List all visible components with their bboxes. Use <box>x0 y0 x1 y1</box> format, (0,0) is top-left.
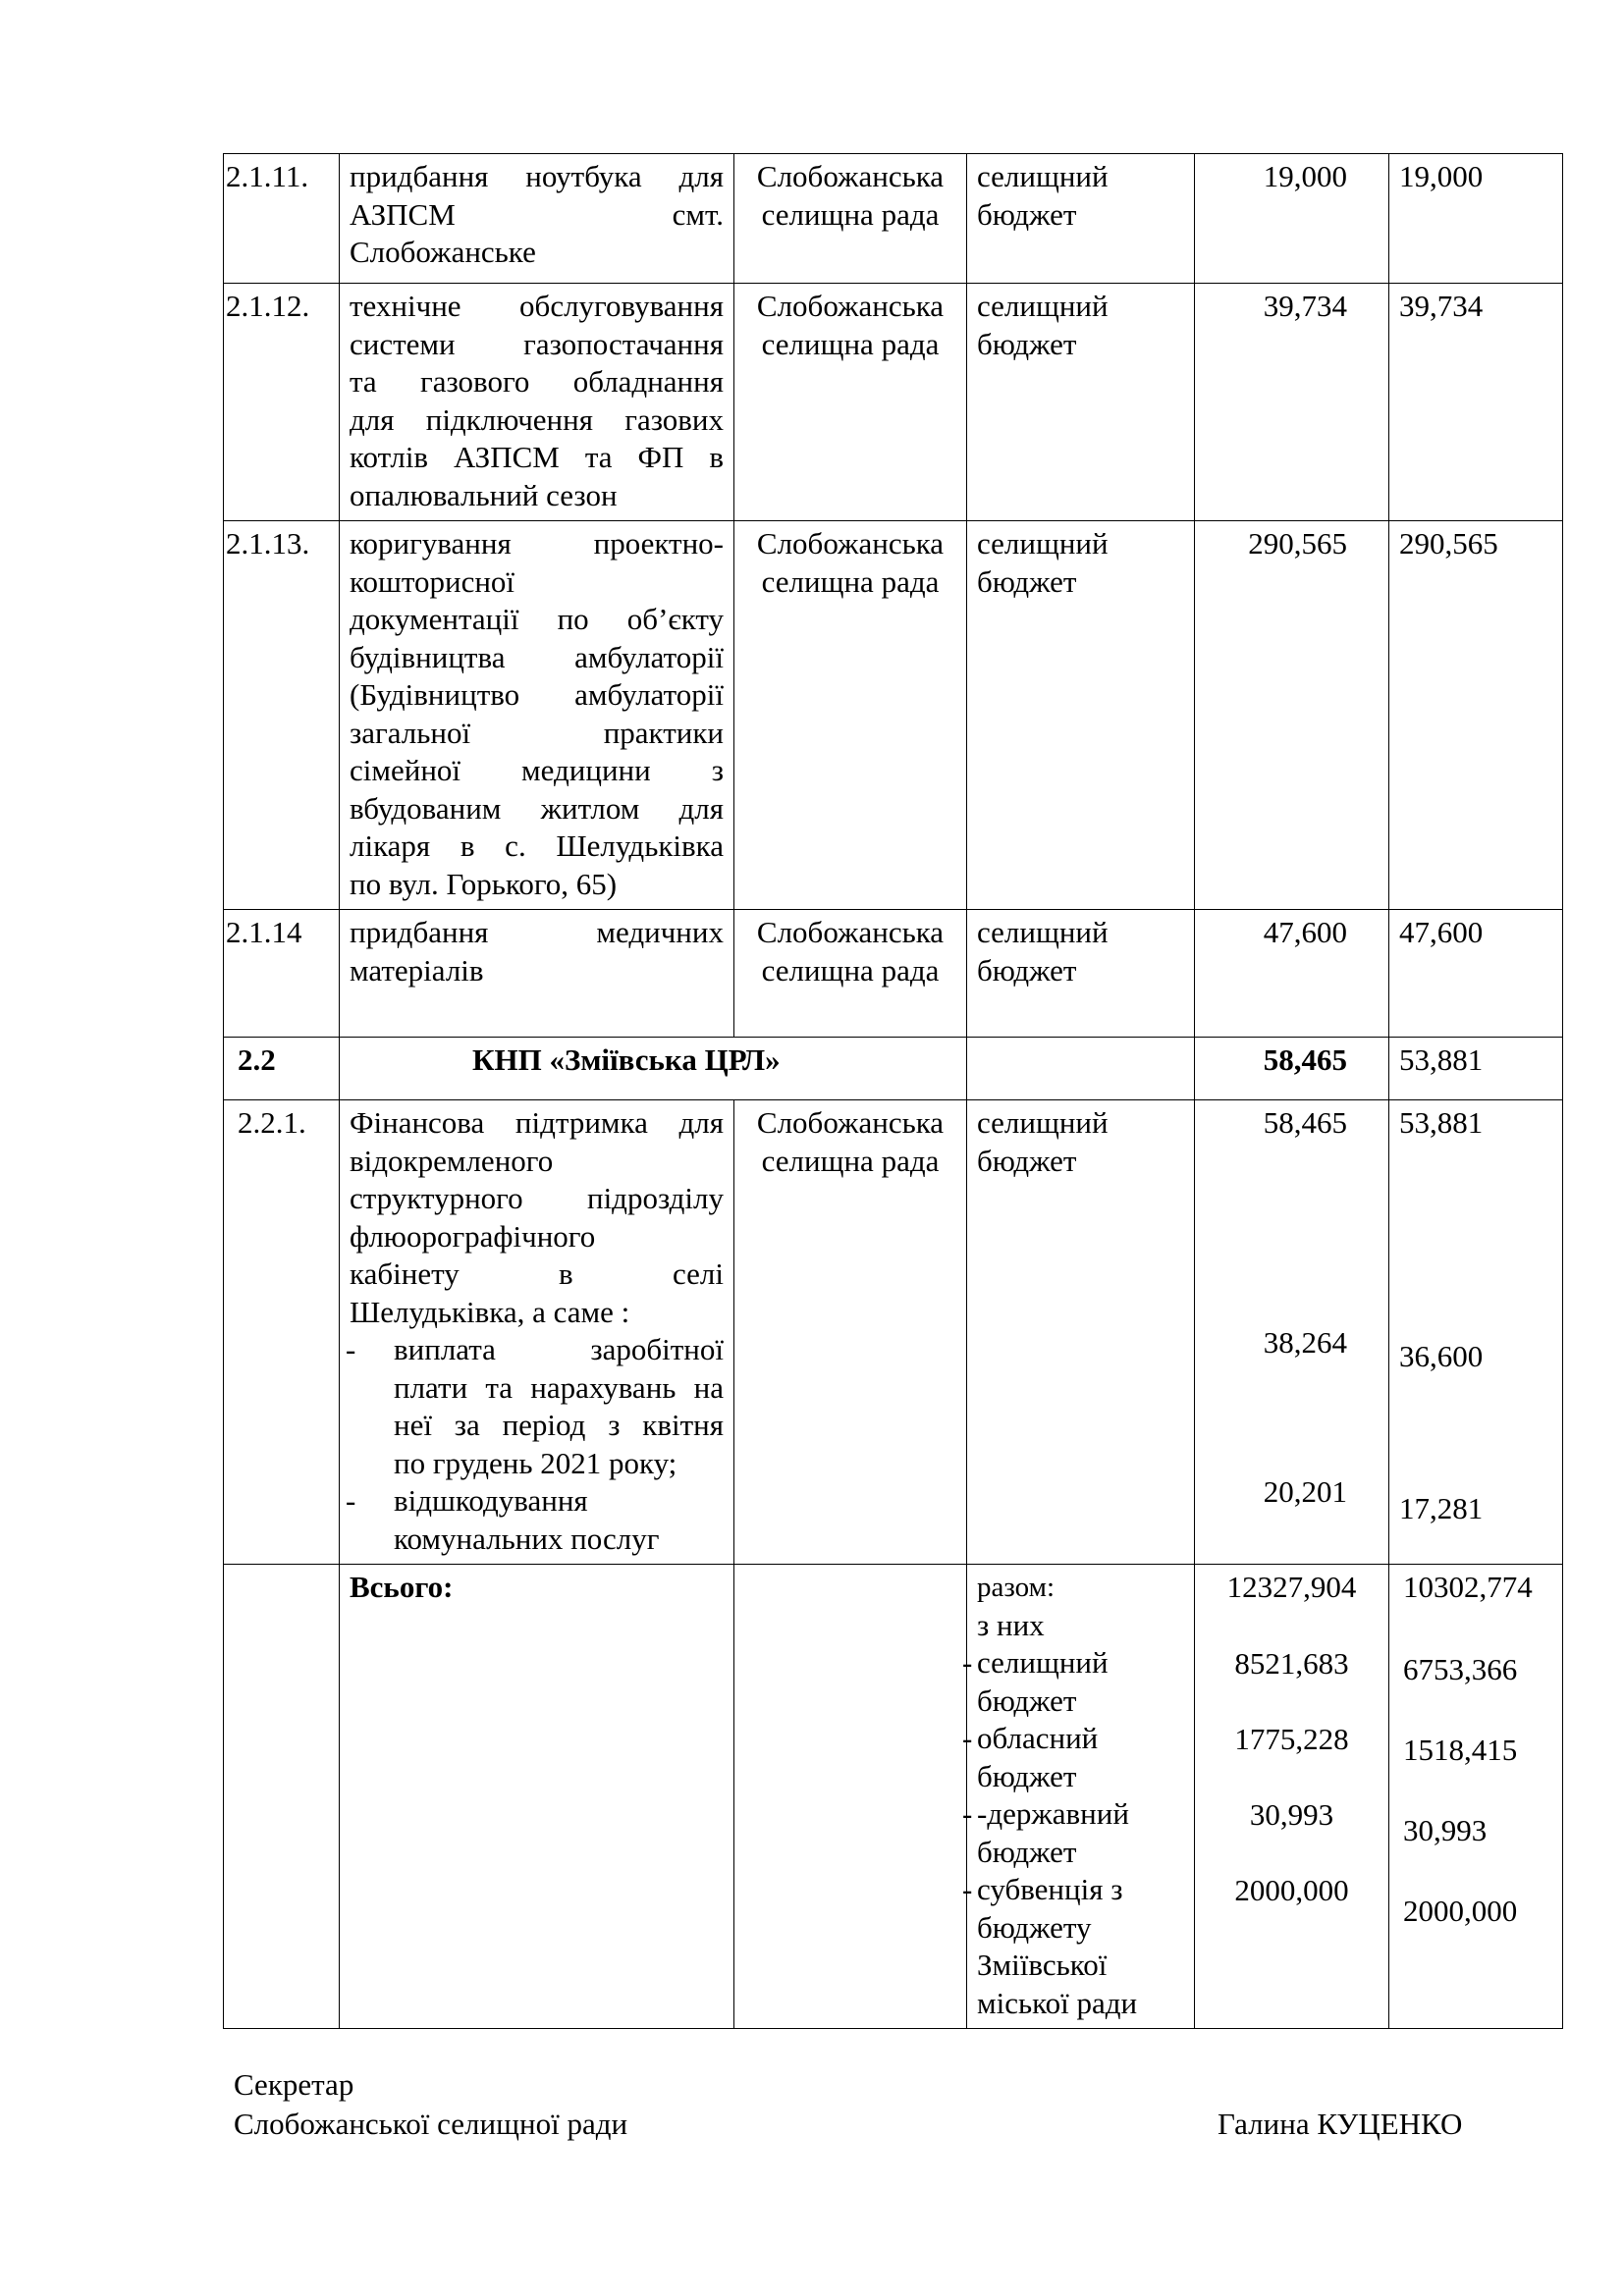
amount-total: 53,881 <box>1399 1105 1484 1140</box>
text-line: структурного підрозділу <box>350 1181 724 1215</box>
text-line: бюджет <box>977 1682 1077 1718</box>
text-line: по грудень 2021 року; <box>394 1445 677 1480</box>
text-line: Фінансова підтримка для <box>350 1105 724 1140</box>
row-amount-1: 47,600 <box>1195 910 1389 1038</box>
row-amount-1: 19,000 <box>1195 154 1389 284</box>
budget-source-item <box>962 1644 1184 1720</box>
text-line: Слобожанська <box>756 526 945 561</box>
amount-item: 30,993 <box>1403 1813 1488 1847</box>
text-line: селищна рада <box>761 563 940 599</box>
text-line: бюджет <box>977 1834 1077 1869</box>
row-amount-1: 39,734 <box>1195 284 1389 521</box>
text-line: флюорографічного <box>350 1218 596 1254</box>
text-line: матеріалів <box>350 952 484 988</box>
section-amount-2: 53,881 <box>1389 1038 1563 1100</box>
signature-council: Слобожанської селищної ради <box>234 2107 628 2141</box>
text-line: вбудованим житлом для <box>350 790 724 826</box>
text-line: субвенція з <box>977 1872 1123 1906</box>
section-row <box>224 1038 1563 1100</box>
text-line: Зміївської <box>977 1948 1108 1982</box>
text-line: бюджету <box>977 1909 1092 1945</box>
text-line: неї за період з квітня <box>394 1408 724 1442</box>
table-row <box>224 1100 1563 1565</box>
row-source <box>967 154 1195 284</box>
dash-marker: - <box>962 1796 973 1831</box>
row-number: 2.1.11. <box>224 154 340 284</box>
text-line: селищний <box>977 1645 1109 1680</box>
section-source <box>967 1038 1195 1100</box>
total-sources <box>962 1565 1195 2029</box>
text-line: селищний <box>977 289 1109 323</box>
section-amount-1: 58,465 <box>1195 1038 1389 1100</box>
text-line: системи газопостачання <box>350 326 724 361</box>
row-amount-2: 39,734 <box>1389 284 1563 521</box>
text-line: (Будівництво амбулаторії <box>350 677 724 712</box>
text-line: міської ради <box>977 1985 1138 2020</box>
row-executor <box>734 154 967 284</box>
text-line: по вул. Горького, 65) <box>350 866 618 901</box>
text-line: бюджет <box>977 1758 1077 1793</box>
text-line: документації по об’єкту <box>350 602 724 636</box>
amount-total: 12327,904 <box>1226 1570 1357 1604</box>
text-line: селищна рада <box>761 952 940 988</box>
text-line: сімейної медицини з <box>350 753 724 787</box>
text-line: відшкодування <box>394 1483 588 1518</box>
total-label: Всього: <box>340 1565 734 2029</box>
dash-marker: - <box>962 1872 973 1906</box>
text-line: загальної практики <box>350 715 724 750</box>
amount-item: 30,993 <box>1249 1797 1334 1832</box>
text-line: кабінету в селі <box>350 1256 724 1291</box>
row-source <box>967 521 1195 910</box>
row-amount-1 <box>1195 1100 1389 1565</box>
signature-title: Секретар <box>234 2067 354 2102</box>
signature-name: Галина КУЦЕНКО <box>1218 2107 1463 2141</box>
text-line: АЗПСМ смт. <box>350 196 724 232</box>
dash-marker: - <box>346 1332 356 1366</box>
text-line: придбання медичних <box>350 915 724 949</box>
row-source <box>967 910 1195 1038</box>
row-amount-2: 19,000 <box>1389 154 1563 284</box>
total-amount-1 <box>1195 1565 1389 2029</box>
text-line: бюджет <box>977 952 1077 988</box>
signature-position <box>234 2065 627 2144</box>
table-row <box>224 154 1563 284</box>
text-line: селищний <box>977 1105 1109 1140</box>
total-executor <box>734 1565 967 2029</box>
row-number: 2.2.1. <box>224 1100 340 1565</box>
row-description <box>340 910 734 1038</box>
text-line: лікаря в с. Шелудьківка <box>350 828 724 863</box>
text-line: бюджет <box>977 196 1077 232</box>
row-executor <box>734 1100 967 1565</box>
total-row <box>224 1565 1563 2029</box>
text-line: придбання ноутбука для <box>350 159 724 193</box>
text-line: -державний <box>977 1796 1129 1831</box>
amount-salary: 36,600 <box>1399 1339 1484 1373</box>
text-line: комунальних послуг <box>394 1521 660 1556</box>
row-description <box>340 521 734 910</box>
text-line: будівництва амбулаторії <box>350 639 724 674</box>
dash-marker: - <box>962 1645 973 1680</box>
section-number: 2.2 <box>224 1038 340 1100</box>
row-number: 2.1.13. <box>224 521 340 910</box>
sub-item <box>346 1482 724 1558</box>
text-line: кошторисної <box>350 563 515 599</box>
text-line: Шелудьківка, а саме : <box>350 1294 630 1329</box>
text-line: відокремленого <box>350 1143 554 1178</box>
text-line: Слобожанська <box>756 159 945 193</box>
amount-total: 58,465 <box>1263 1105 1347 1140</box>
table-row <box>224 910 1563 1038</box>
text-line: виплата заробітної <box>394 1332 724 1366</box>
total-amount-2 <box>1389 1565 1563 2029</box>
row-description <box>340 284 734 521</box>
text-line: селищний <box>977 526 1109 561</box>
text-line: селищна рада <box>761 196 940 232</box>
text-line: селищний <box>977 915 1109 949</box>
row-amount-1: 290,565 <box>1195 521 1389 910</box>
row-number: 2.1.12. <box>224 284 340 521</box>
text-line: коригування проектно- <box>350 526 724 561</box>
sub-item <box>346 1331 724 1482</box>
text-line: технічне обслуговування <box>350 289 724 323</box>
text-line: Слобожанське <box>350 235 536 269</box>
text-line: Слобожанська <box>756 915 945 949</box>
budget-source-item <box>962 1871 1184 2022</box>
razom-label: разом: <box>977 1572 1056 1603</box>
text-line: та газового обладнання <box>350 364 724 399</box>
amount-item: 1518,415 <box>1403 1733 1518 1767</box>
section-title: КНП «Зміївська ЦРЛ» <box>340 1038 967 1100</box>
text-line: котлів АЗПСМ та ФП в <box>350 440 724 474</box>
text-line: Слобожанська <box>756 1105 945 1140</box>
row-source <box>967 1100 1195 1565</box>
row-description <box>340 154 734 284</box>
amount-utilities: 17,281 <box>1399 1491 1484 1525</box>
row-description <box>340 1100 734 1565</box>
amount-salary: 38,264 <box>1263 1325 1347 1360</box>
text-line: селищний <box>977 159 1109 193</box>
row-executor <box>734 910 967 1038</box>
amount-item: 2000,000 <box>1403 1894 1518 1928</box>
amount-item: 2000,000 <box>1234 1873 1349 1907</box>
amount-item: 8521,683 <box>1234 1646 1349 1681</box>
budget-source-item <box>962 1720 1184 1795</box>
text-line: для підключення газових <box>350 401 724 437</box>
z-nykh-label: з них <box>977 1607 1045 1642</box>
text-line: опалювальний сезон <box>350 477 618 512</box>
budget-source-item <box>962 1795 1184 1871</box>
program-table <box>223 153 1563 2029</box>
dash-marker: - <box>962 1721 973 1755</box>
table-row <box>224 521 1563 910</box>
row-amount-2: 290,565 <box>1389 521 1563 910</box>
amount-item: 6753,366 <box>1403 1652 1518 1686</box>
row-amount-2: 47,600 <box>1389 910 1563 1038</box>
row-number: 2.1.14 <box>224 910 340 1038</box>
text-line: бюджет <box>977 1143 1077 1178</box>
text-line: селищна рада <box>761 1143 940 1178</box>
row-executor <box>734 521 967 910</box>
text-line: обласний <box>977 1721 1099 1755</box>
text-line: плати та нарахувань на <box>394 1369 724 1405</box>
row-executor <box>734 284 967 521</box>
text-line: бюджет <box>977 326 1077 361</box>
row-source <box>967 284 1195 521</box>
amount-item: 1775,228 <box>1234 1722 1349 1756</box>
amount-utilities: 20,201 <box>1263 1474 1347 1509</box>
dash-marker: - <box>346 1483 356 1518</box>
text-line: Слобожанська <box>756 289 945 323</box>
amount-total: 10302,774 <box>1403 1570 1533 1604</box>
table-row <box>224 284 1563 521</box>
total-number <box>224 1565 340 2029</box>
text-line: бюджет <box>977 563 1077 599</box>
text-line: селищна рада <box>761 326 940 361</box>
row-amount-2 <box>1389 1100 1563 1565</box>
